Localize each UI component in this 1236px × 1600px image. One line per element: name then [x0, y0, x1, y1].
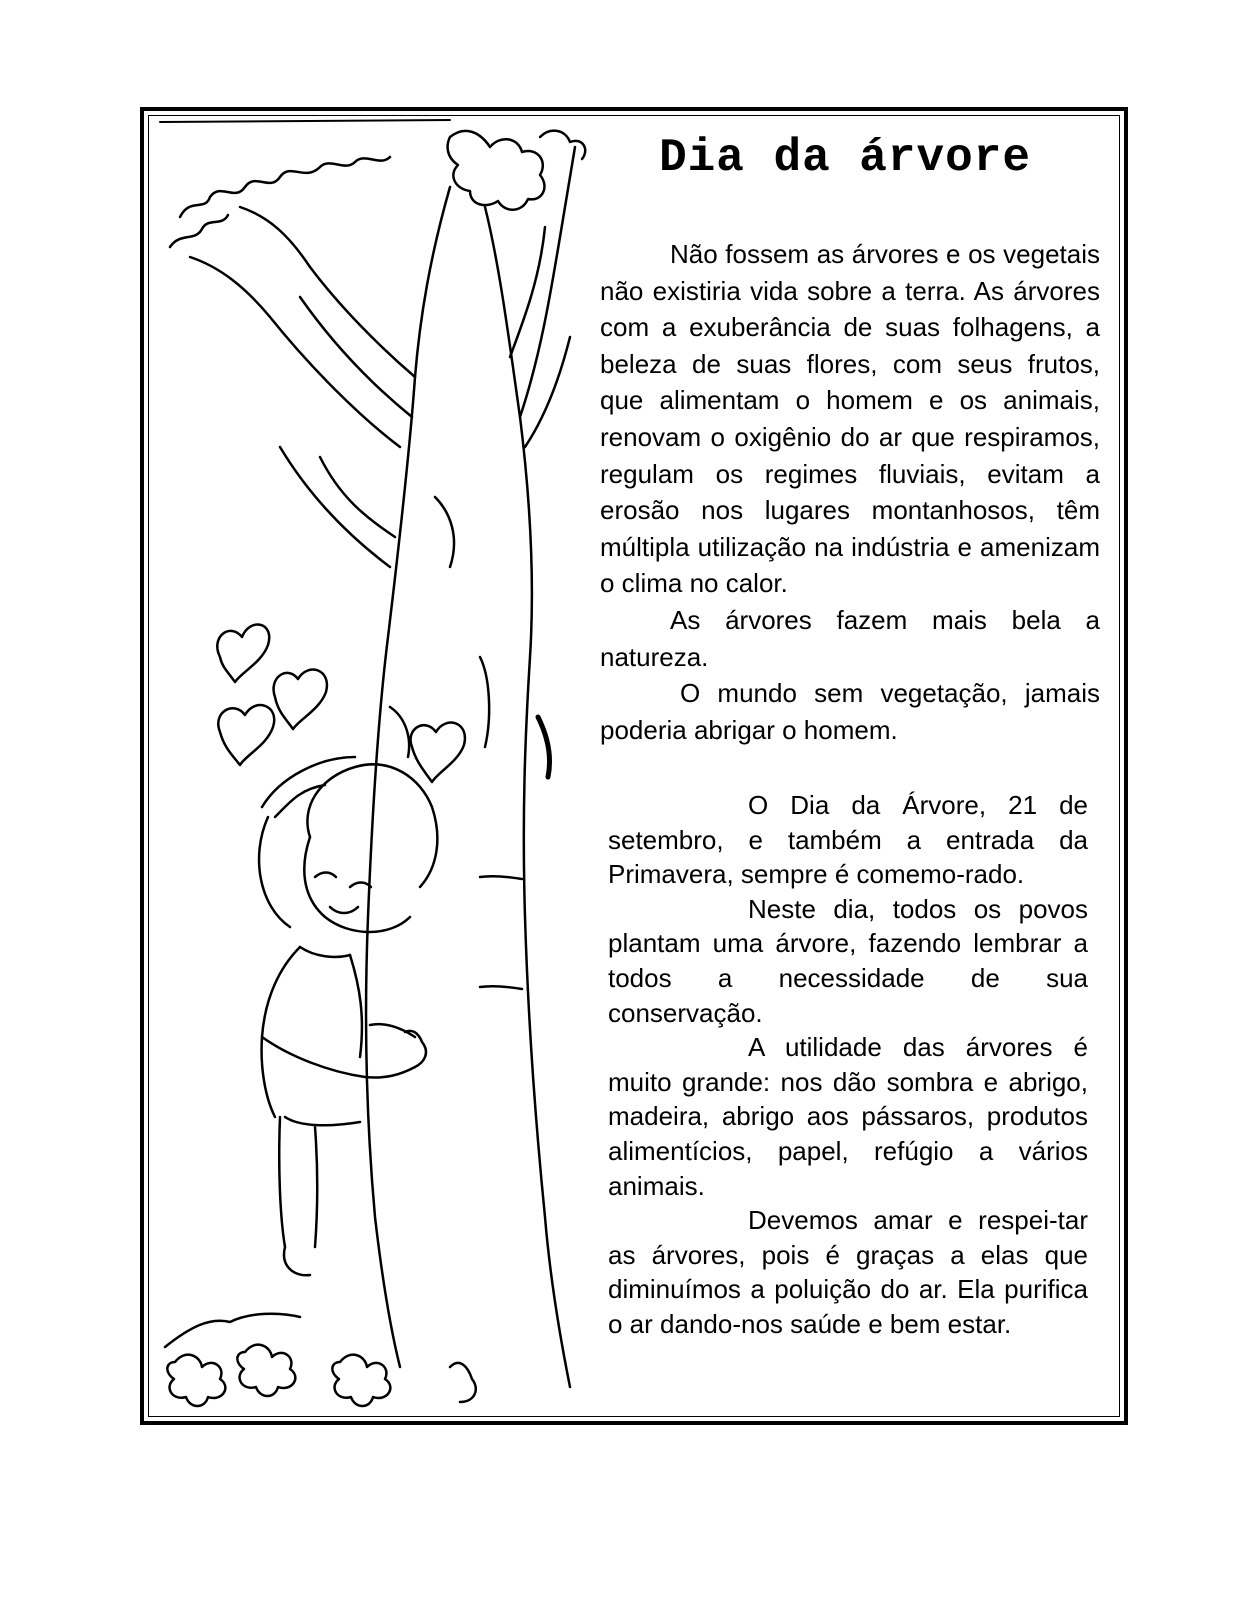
paragraph-5: Neste dia, todos os povos plantam uma árvore, fazendo lembrar a todos a necessidade de sua conservação. [608, 893, 1088, 1028]
paragraph-1: Não fossem as árvores e os vegetais não existiria vida sobre a terra. As árvores com a exuberância de suas folhagens, a beleza de suas flores, com seus frutos, que alimentam o homem e os animais, renovam o oxigênio do ar que respiramos, regulam os regimes fluviais, evitam a erosão nos lugares montanhosos, têm múltipla utilização na indústria e amenizam o clima no calor. [600, 239, 1100, 599]
paragraph-3: O mundo sem vegetação, jamais poderia abrigar o homem. [600, 678, 1100, 745]
paragraph-7: Devemos amar e respei-tar as árvores, pois é graças a elas que diminuímos a poluição do ar. Ela purifica o ar dando-nos saúde e bem estar. [608, 1205, 1088, 1339]
text-block-bottom [608, 788, 1088, 1342]
paragraph-4: O Dia da Árvore, 21 de setembro, e também a entrada da Primavera, sempre é comemo-rado. [608, 790, 1088, 890]
paragraph-6: A utilidade das árvores é muito grande: nos dão sombra e abrigo, madeira, abrigo aos pássaros, produtos alimentícios, papel, refúgio a vários animais. [608, 1032, 1088, 1201]
paragraph-2: As árvores fazem mais bela a natureza. [600, 604, 1100, 672]
page-title: Dia da árvore [659, 132, 1031, 184]
text-block-top [600, 236, 1100, 748]
girl-hugging-tree-illustration [150, 117, 590, 1413]
